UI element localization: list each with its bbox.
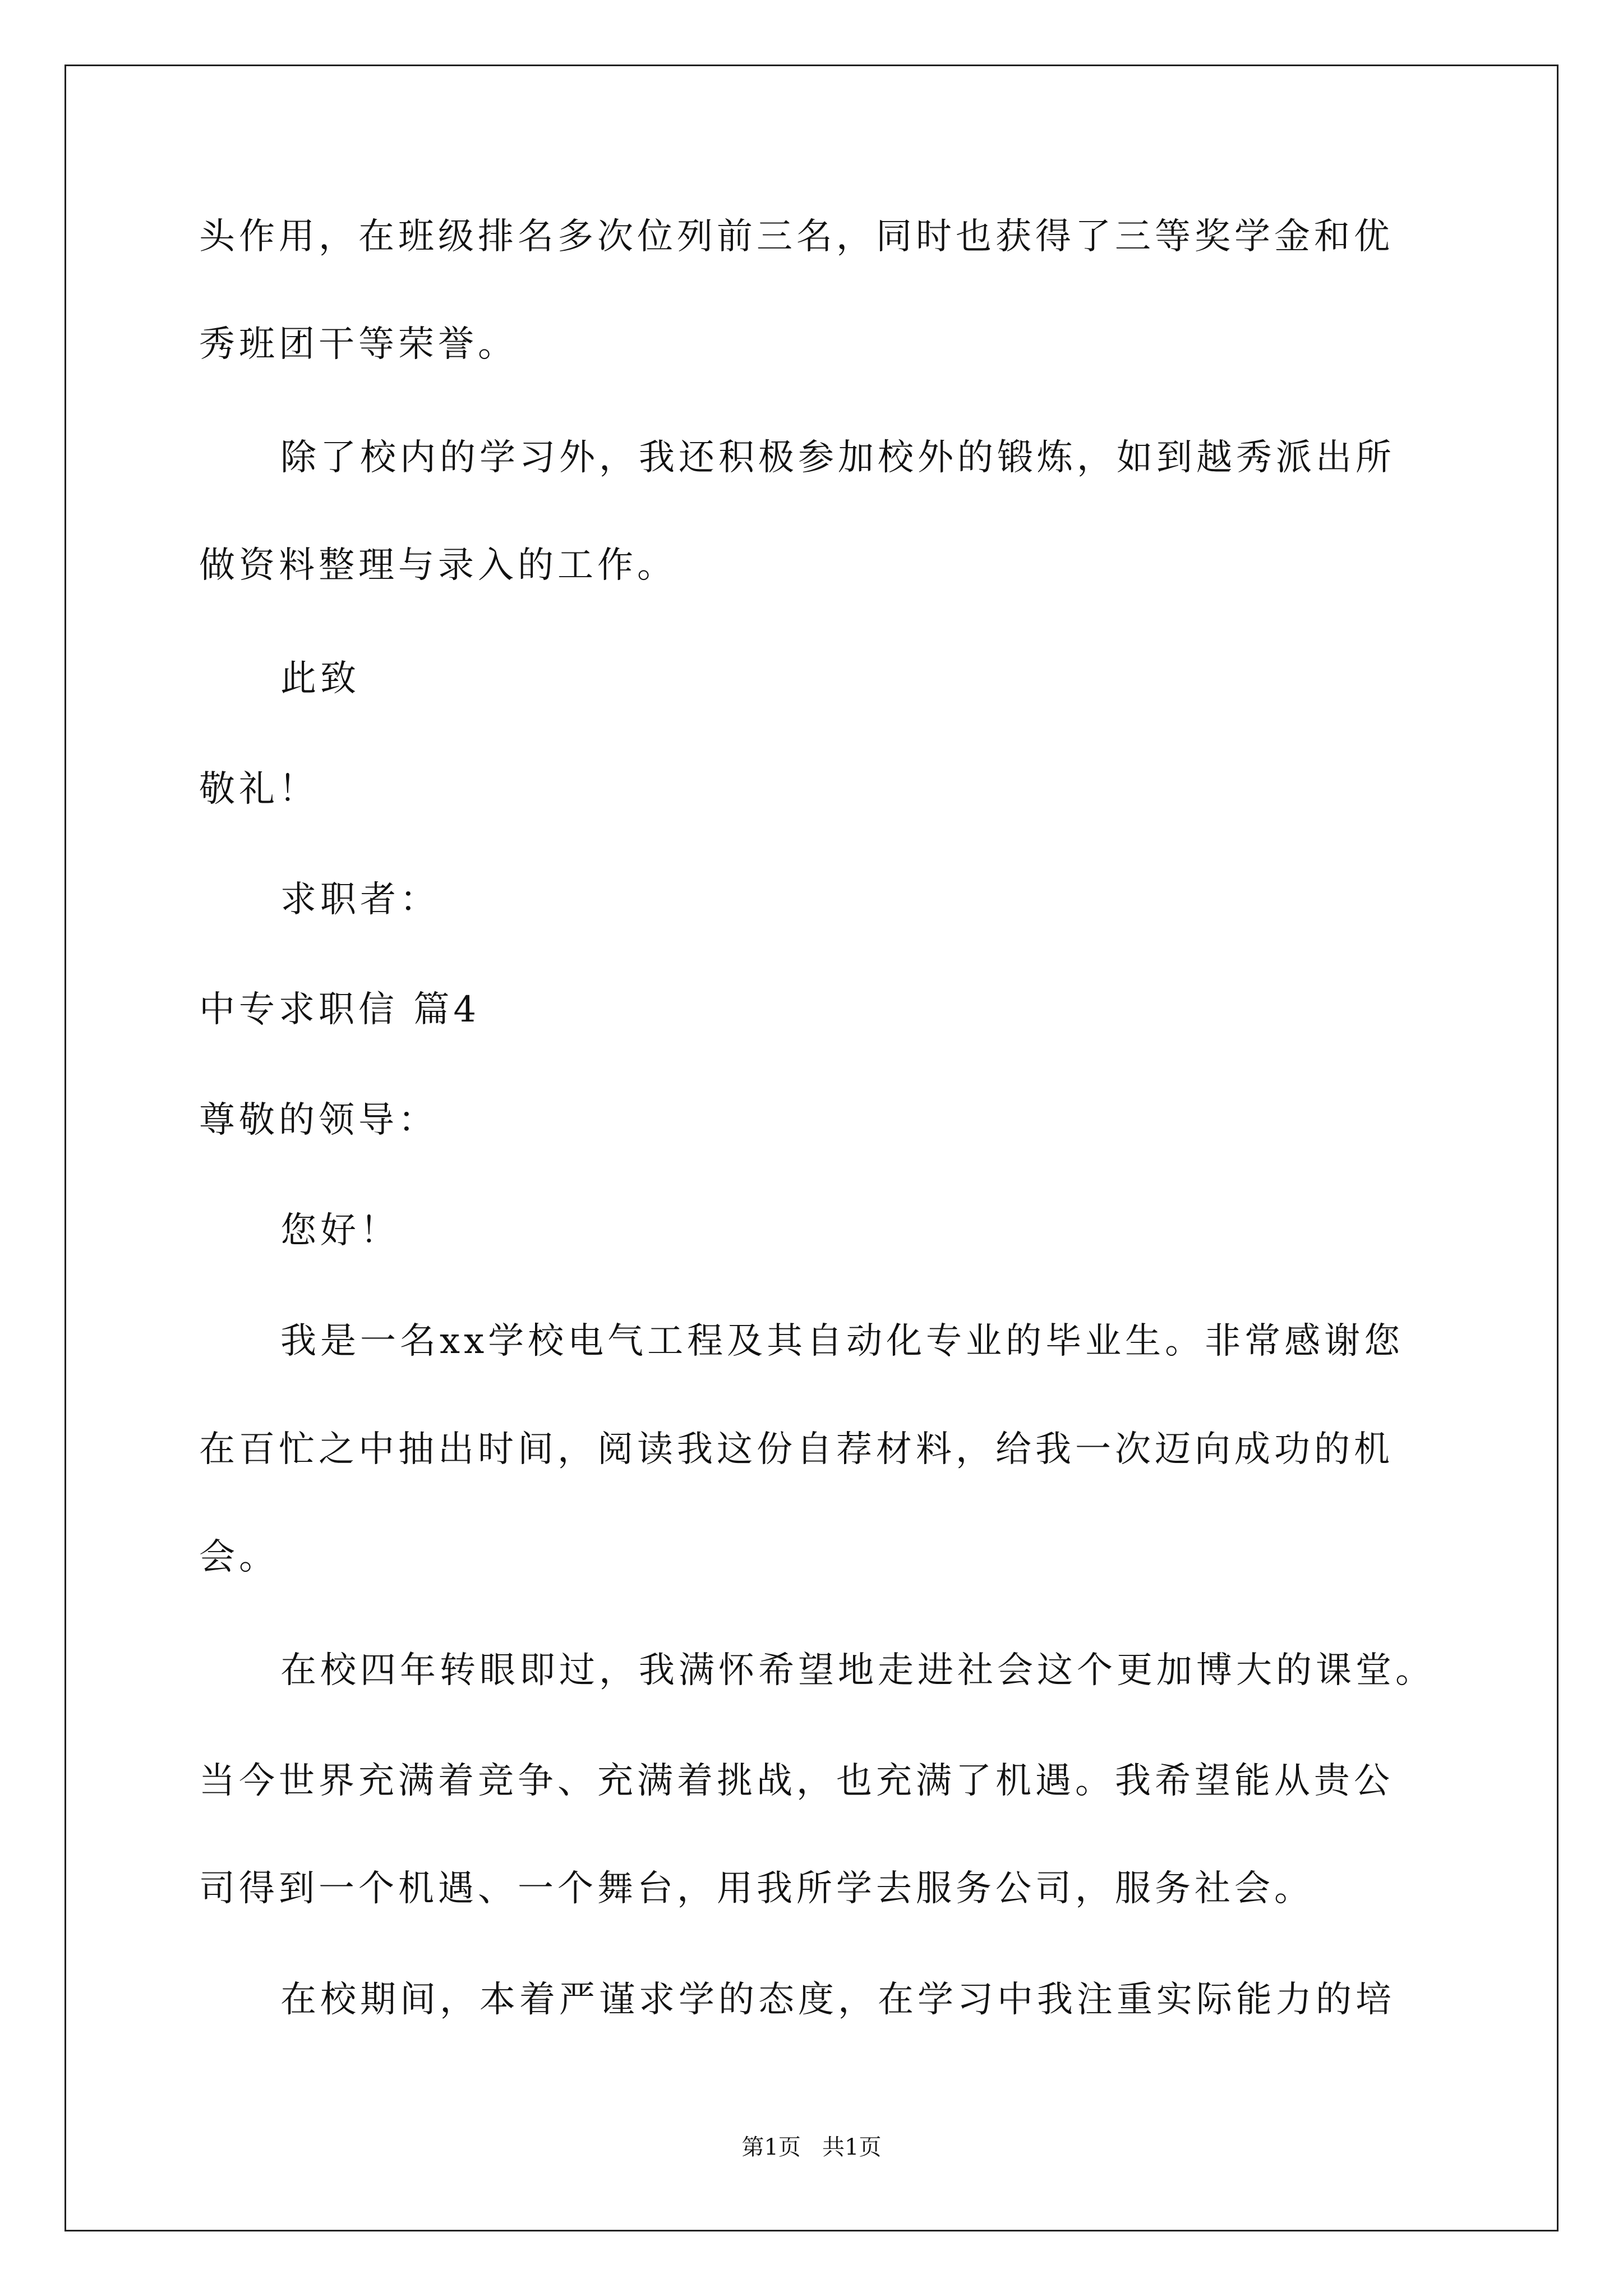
- closing-phrase: 此致: [280, 658, 360, 700]
- text-line: 会。: [199, 1536, 279, 1578]
- section-heading: 中专求职信 篇4: [199, 989, 481, 1030]
- text-line: 在百忙之中抽出时间，阅读我这份自荐材料，给我一次迈向成功的机: [199, 1429, 1394, 1470]
- text-line: 做资料整理与录入的工作。: [199, 545, 677, 586]
- text-line: 司得到一个机遇、一个舞台，用我所学去服务公司，服务社会。: [199, 1868, 1314, 1910]
- text-line: 秀班团干等荣誉。: [199, 324, 518, 365]
- recipient-greeting: 尊敬的领导：: [199, 1099, 438, 1141]
- text-line: 当今世界充满着竞争、充满着挑战，也充满了机遇。我希望能从贵公: [199, 1760, 1394, 1802]
- page-footer: 第1页 共1页: [741, 2134, 882, 2160]
- paragraph-start-line: 在校四年转眼即过，我满怀希望地走进社会这个更加博大的课堂。: [280, 1650, 1435, 1691]
- salutation-regards: 敬礼！: [199, 769, 319, 810]
- text-line: 头作用，在班级排名多次位列前三名，同时也获得了三等奖学金和优: [199, 216, 1394, 257]
- paragraph-start-line: 在校期间，本着严谨求学的态度，在学习中我注重实际能力的培: [280, 1979, 1395, 2021]
- greeting-line: 您好！: [280, 1210, 400, 1251]
- paragraph-start-line: 除了校内的学习外，我还积极参加校外的锻炼，如到越秀派出所: [280, 437, 1395, 478]
- signature-label: 求职者：: [280, 879, 440, 921]
- paragraph-start-line: 我是一名xx学校电气工程及其自动化专业的毕业生。非常感谢您: [280, 1320, 1404, 1362]
